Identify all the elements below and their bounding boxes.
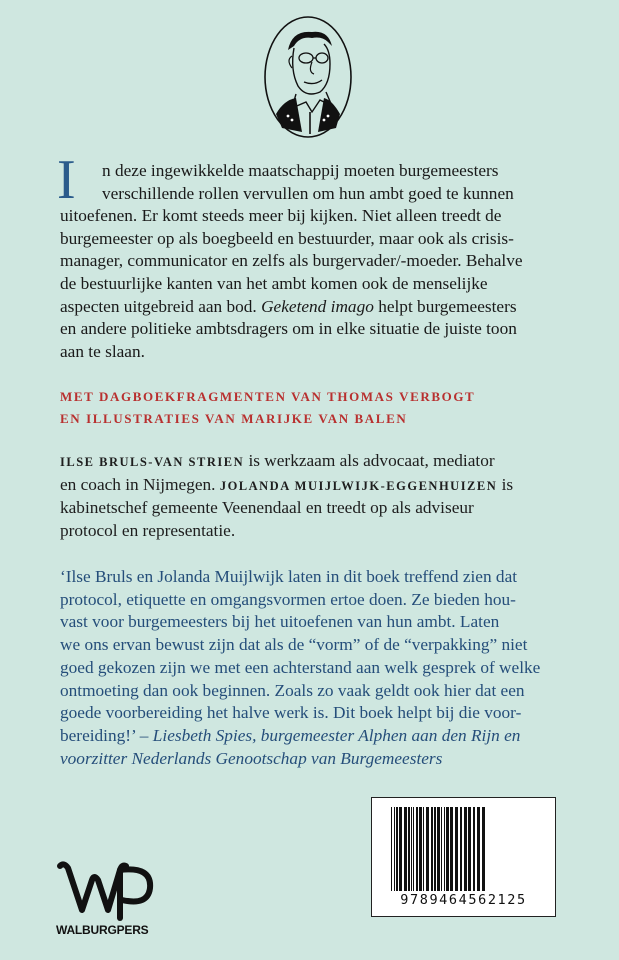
drop-cap: I: [57, 149, 76, 211]
barcode-bar: [477, 807, 480, 891]
barcode-bar: [482, 807, 485, 891]
barcode-bar: [408, 807, 410, 891]
barcode-bar: [450, 807, 453, 891]
contributors-credit: [60, 386, 530, 430]
barcode-bar: [391, 807, 392, 891]
barcode-bar: [437, 807, 440, 891]
author-name: JOLANDA MUIJLWIJK-EGGENHUIZEN: [219, 478, 498, 493]
book-title: Geketend imago: [261, 296, 374, 316]
quote-line: goed gekozen zijn we met een achterstand aan welk gesprek of welke: [60, 657, 541, 677]
barcode-bar: [431, 807, 433, 891]
intro-line: manager, communicator en zelfs als burgervader/-moeder. Behalve: [60, 251, 523, 271]
barcode-bar: [444, 807, 445, 891]
author-portrait-illustration: [262, 12, 354, 142]
quote-line: ontmoeting dan ook beginnen. Zoals zo vaak geldt ook hier dat een: [60, 680, 525, 700]
barcode-bar: [399, 807, 402, 891]
barcode-bar: [419, 807, 422, 891]
quote-line: protocol, etiquette en omgangsvormen ertoe doen. Ze bieden hou-: [60, 589, 516, 609]
intro-text: helpt burgemeesters: [378, 296, 517, 316]
quote-attribution: Liesbeth Spies, burgemeester Alphen aan den Rijn en: [152, 725, 521, 745]
barcode-bar: [426, 807, 429, 891]
bio-text: is: [501, 474, 514, 494]
barcode-bar: [473, 807, 475, 891]
bio-line: kabinetschef gemeente Veenendaal en treedt op als adviseur: [60, 498, 474, 518]
bio-line: [60, 450, 530, 474]
bio-text: is werkzaam als advocaat, mediator: [248, 451, 495, 470]
quote-text: bereiding!’ –: [60, 725, 149, 745]
quote-attribution: voorzitter Nederlands Genootschap van Burgemeesters: [60, 748, 443, 768]
isbn-number: 9789464562125: [400, 892, 527, 908]
barcode-bar: [455, 807, 458, 891]
author-bio: [60, 450, 530, 542]
intro-line: uitoefenen. Er komt steeds meer bij kijken. Niet alleen treedt de: [60, 206, 502, 226]
barcode-bar: [413, 807, 414, 891]
intro-paragraph: [57, 149, 523, 363]
quote-line: [60, 725, 530, 748]
barcode-bar: [394, 807, 395, 891]
bio-line: [60, 474, 530, 498]
barcode-bar: [434, 807, 436, 891]
intro-text: aspecten uitgebreid aan bod.: [60, 296, 257, 316]
endorsement-quote: [60, 566, 541, 770]
isbn-barcode: [371, 797, 556, 917]
intro-line: en andere politieke ambtsdragers om in elke situatie de juiste toon: [60, 319, 517, 339]
intro-line: n deze ingewikkelde maatschappij moeten burgemeesters: [102, 161, 499, 180]
barcode-bar: [460, 807, 462, 891]
barcode-bar: [396, 807, 398, 891]
barcode-bar: [464, 807, 467, 891]
barcode-bar: [423, 807, 424, 891]
intro-line: burgemeester op als boegbeeld en bestuurder, maar ook als crisis-: [60, 228, 514, 248]
quote-line: ‘Ilse Bruls en Jolanda Muijlwijk laten in dit boek treffend zien dat: [60, 567, 518, 586]
intro-line: aan te slaan.: [60, 341, 145, 361]
intro-line: de bestuurlijke kanten van het ambt komen ook de menselijke: [60, 273, 488, 293]
barcode-bar: [411, 807, 412, 891]
bio-text: en coach in Nijmegen.: [60, 474, 216, 494]
intro-line: [60, 296, 520, 319]
bio-line: protocol en representatie.: [60, 520, 236, 540]
contributors-line: EN ILLUSTRATIES VAN MARIJKE VAN BALEN: [60, 411, 408, 426]
barcode-bars: [389, 807, 537, 891]
publisher-name: WALBURGPERS: [56, 923, 149, 937]
author-name: ILSE BRULS-VAN STRIEN: [60, 455, 245, 469]
barcode-bar: [468, 807, 471, 891]
barcode-bar: [404, 807, 407, 891]
quote-line: goede voorbereiding het halve werk is. Dit boek helpt bij die voor-: [60, 703, 522, 723]
quote-line: we ons ervan bewust zijn dat als de “vorm” of de “verpakking” niet: [60, 635, 528, 655]
intro-line: verschillende rollen vervullen om hun ambt goed te kunnen: [102, 183, 514, 203]
contributors-line: MET DAGBOEKFRAGMENTEN VAN THOMAS VERBOGT: [60, 389, 476, 404]
barcode-bar: [446, 807, 449, 891]
quote-line: vast voor burgemeesters bij het uitoefenen van hun ambt. Laten: [60, 612, 500, 632]
barcode-bar: [441, 807, 442, 891]
barcode-bar: [416, 807, 418, 891]
